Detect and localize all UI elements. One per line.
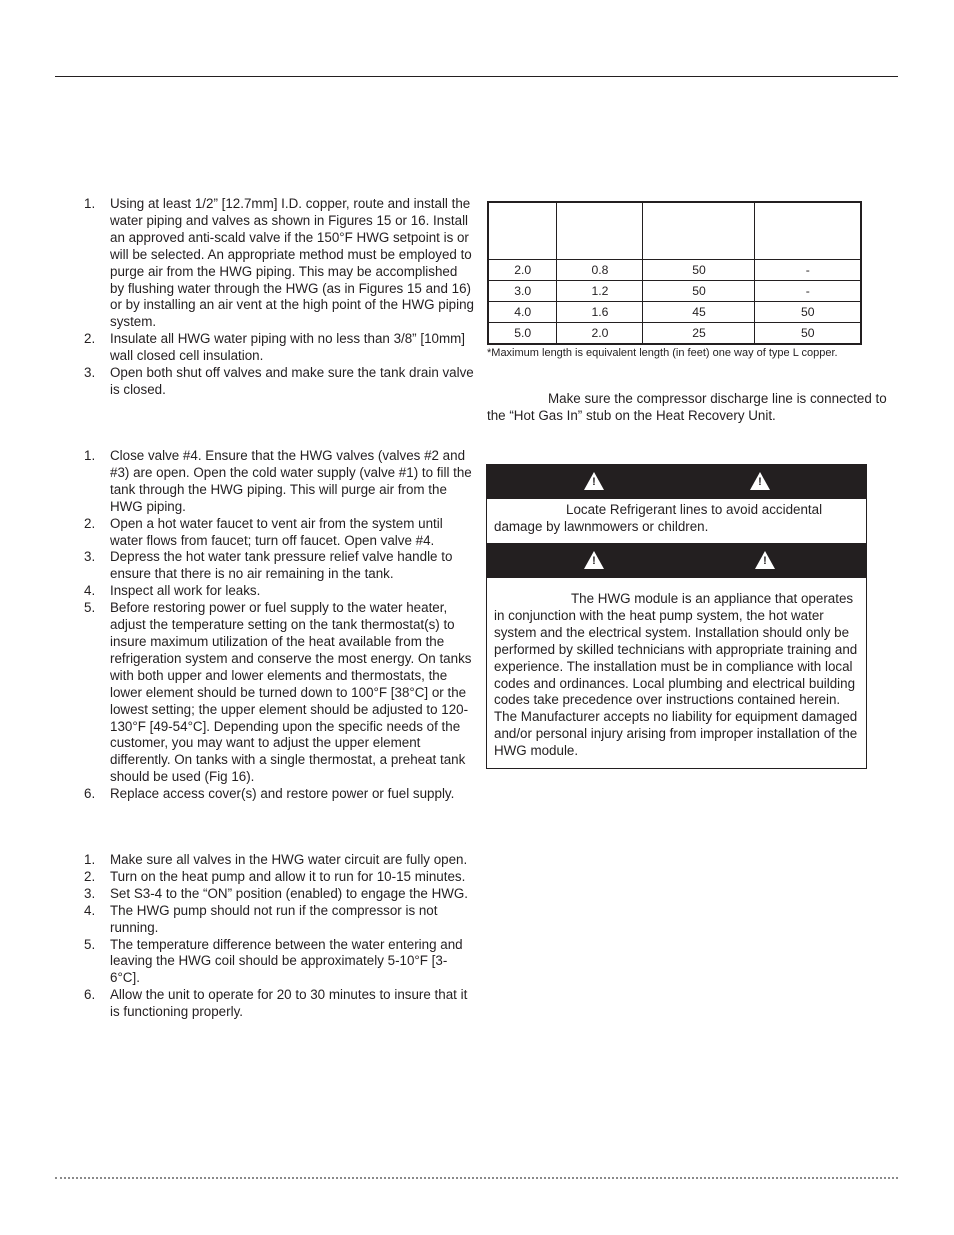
step-text: Open both shut off valves and make sure the tank drain valve is closed.: [110, 365, 474, 397]
step-number: 1.: [84, 196, 96, 211]
table-cell: 50: [643, 260, 755, 281]
list-item: [55, 583, 475, 600]
warning-header: [487, 544, 866, 578]
step-number: 6.: [84, 987, 96, 1003]
table-cell: 45: [643, 302, 755, 323]
startup-steps-list: [55, 852, 475, 1021]
warning-triangle-icon: !: [750, 472, 770, 490]
step-text: Make sure all valves in the HWG water circuit are fully open.: [110, 852, 468, 867]
table-header-row: [489, 203, 860, 260]
step-text: Insulate all HWG water piping with no less than 3/8” [10mm] wall closed cell insulation.: [110, 331, 466, 364]
table-cell: 2.0: [557, 323, 643, 344]
table-header-cell: [755, 203, 860, 260]
table-header-cell: [643, 203, 755, 260]
table-cell: 2.0: [489, 260, 557, 281]
step-text: The HWG pump should not run if the compressor is not running.: [110, 902, 438, 935]
warning-header: [487, 465, 866, 499]
list-item: [55, 600, 475, 786]
table-footnote: *Maximum length is equivalent length (in feet) one way of type L copper.: [487, 347, 838, 359]
step-number: 5.: [84, 936, 96, 952]
step-number: 1.: [84, 852, 96, 867]
fill-steps-list: [55, 448, 475, 803]
list-item: [55, 365, 475, 399]
discharge-note: [487, 390, 887, 424]
table-cell: 1.6: [557, 302, 643, 323]
warning-triangle-icon: !: [584, 551, 604, 569]
list-item: [55, 869, 475, 886]
step-number: 6.: [84, 786, 96, 802]
warning-body: [487, 499, 866, 544]
step-text: Close valve #4. Ensure that the HWG valves (valves #2 and #3) are open. Open the cold water supply (valve #1) to fill the tank through the HWG piping. This will purge air from the HWG piping.: [110, 448, 472, 514]
list-item: [55, 331, 475, 365]
step-text: Using at least 1/2” [12.7mm] I.D. copper, route and install the water piping and valves as shown in Figures 15 or 16. Install an approved anti-scald valve if the 150°F HWG setpoint is or will be selected. An appropriate method must be employed to purge air from the HWG piping. This may be accomplished by flushing water through the HWG (as in Figures 15 and 16) or by installing an air vent at the high point of the HWG piping system.: [110, 196, 474, 330]
table-cell: 50: [643, 281, 755, 302]
warning-text: The HWG module is an appliance that operates in conjunction with the heat pump system, the hot water system and the electrical system. Installation should only be performed by skilled technicians with appropriate training and experience. The installation must be in compliance with local codes and ordinances. Local plumbing and electrical building codes take precedence over instructions contained herein. The Manufacturer accepts no liability for equipment damaged and/or personal injury arising from improper installation of the HWG module.: [494, 591, 858, 759]
list-item: [55, 937, 475, 988]
list-item: [55, 903, 475, 937]
list-item: [55, 448, 475, 516]
table-cell: 1.2: [557, 281, 643, 302]
step-number: 5.: [84, 600, 96, 616]
step-number: 1.: [84, 448, 96, 463]
step-number: 4.: [84, 583, 96, 599]
table-cell: 50: [755, 302, 860, 323]
step-text: Set S3-4 to the “ON” position (enabled) to engage the HWG.: [110, 885, 469, 901]
warning-triangle-icon: !: [755, 551, 775, 569]
step-number: 3.: [84, 885, 96, 901]
list-item: [55, 886, 475, 903]
line-sizing-table: [487, 201, 862, 345]
footer-rule: [55, 1177, 898, 1179]
warning-box-hwg-module: [486, 543, 867, 769]
step-text: Before restoring power or fuel supply to the water heater, adjust the temperature setting on the tank thermostat(s) to insure maximum utilization of the heat available from the refrigeration system and conserve the most energy. On tanks with both upper and lower elements and thermostats, the lower element should be turned down to 100°F [38°C] or the lowest setting; the upper element should be adjusted to 120-130°F [49-54°C]. Depending upon the specific needs of the customer, you may want to adjust the upper element differently. On tanks with a single thermostat, a preheat tank should be used (Fig 16).: [110, 600, 472, 785]
warning-triangle-icon: !: [584, 472, 604, 490]
step-text: Depress the hot water tank pressure relief valve handle to ensure that there is no air remaining in the tank.: [110, 549, 453, 582]
table-row: [489, 302, 860, 323]
step-text: Open a hot water faucet to vent air from the system until water flows from faucet; turn off faucet. Open valve #4.: [110, 515, 443, 548]
list-item: [55, 549, 475, 583]
step-number: 2.: [84, 515, 96, 531]
step-text: Allow the unit to operate for 20 to 30 minutes to insure that it is functioning properly.: [110, 987, 468, 1020]
warning-box-refrigerant: [486, 464, 867, 544]
step-number: 2.: [84, 868, 96, 884]
table-cell: 0.8: [557, 260, 643, 281]
table-row: [489, 260, 860, 281]
step-text: Replace access cover(s) and restore power or fuel supply.: [110, 786, 455, 802]
table-header-cell: [557, 203, 643, 260]
step-number: 3.: [84, 365, 96, 381]
list-item: [55, 852, 475, 869]
list-item: [55, 987, 475, 1021]
header-rule: [55, 76, 898, 77]
table-cell: 3.0: [489, 281, 557, 302]
discharge-note-text: Make sure the compressor discharge line is connected to the “Hot Gas In” stub on the Heat Recovery Unit.: [487, 391, 887, 423]
table-cell: 5.0: [489, 323, 557, 344]
table-header-cell: [489, 203, 557, 260]
list-item: [55, 786, 475, 803]
table-cell: 25: [643, 323, 755, 344]
list-item: [55, 196, 475, 331]
step-number: 4.: [84, 902, 96, 918]
list-item: [55, 516, 475, 550]
table-cell: -: [755, 260, 860, 281]
step-text: The temperature difference between the water entering and leaving the HWG coil should be approximately 5-10°F [3-6°C].: [110, 936, 463, 986]
warning-text: Locate Refrigerant lines to avoid accidental damage by lawnmowers or children.: [494, 502, 823, 534]
table-cell: 50: [755, 323, 860, 344]
step-text: Inspect all work for leaks.: [110, 583, 261, 599]
install-steps-list: [55, 196, 475, 399]
step-text: Turn on the heat pump and allow it to run for 10-15 minutes.: [110, 868, 466, 884]
warning-body: [487, 578, 866, 768]
table-row: [489, 323, 860, 344]
table-row: [489, 281, 860, 302]
step-number: 2.: [84, 331, 96, 347]
step-number: 3.: [84, 549, 96, 565]
table-cell: -: [755, 281, 860, 302]
table-cell: 4.0: [489, 302, 557, 323]
